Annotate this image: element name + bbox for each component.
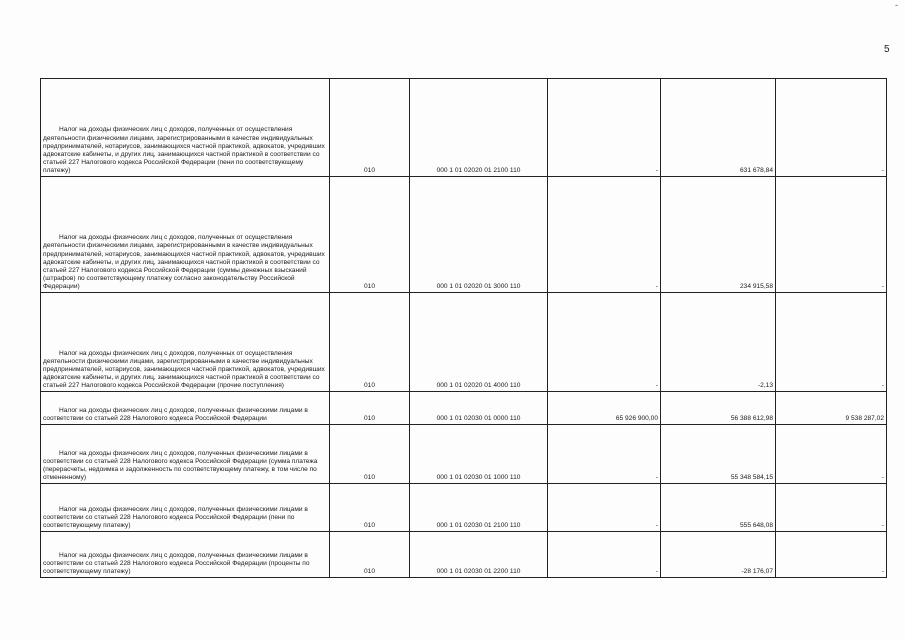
executed-cell: 55 348 584,15: [661, 425, 776, 484]
corner-mark: -: [895, 0, 898, 10]
income-report-table: [40, 78, 887, 578]
unexecuted-cell: -: [776, 293, 887, 392]
approved-cell: -: [548, 484, 661, 532]
executed-cell: 56 388 612,98: [661, 392, 776, 425]
row-description: Налог на доходы физических лиц с доходов, полученных физическими лицами в соответствии со статьей 228 Налогового кодекса Российской Федерации (сумма платежа (перерасчеты, недоимка и задолженность по соответствующему платежу, в том числе по отмененному): [41, 425, 330, 484]
approved-cell: -: [548, 177, 661, 293]
approved-cell: -: [548, 532, 661, 578]
executed-cell: 234 915,58: [661, 177, 776, 293]
table-row: [41, 425, 887, 484]
table-row: [41, 484, 887, 532]
approved-cell: 65 926 900,00: [548, 392, 661, 425]
unexecuted-cell: -: [776, 79, 887, 177]
kbk-code-cell: 000 1 01 02030 01 2200 110: [410, 532, 548, 578]
kbk-code-cell: 000 1 01 02030 01 2100 110: [410, 484, 548, 532]
executed-cell: -28 176,07: [661, 532, 776, 578]
unexecuted-cell: 9 538 287,02: [776, 392, 887, 425]
row-description: Налог на доходы физических лиц с доходов, полученных физическими лицами в соответствии со статьей 228 Налогового кодекса Российской Федерации (пени по соответствующему платежу): [41, 484, 330, 532]
page-number: 5: [884, 44, 890, 55]
row-description: Налог на доходы физических лиц с доходов, полученных физическими лицами в соответствии со статьей 228 Налогового кодекса Российской Федерации: [41, 392, 330, 425]
line-code-cell: 010: [330, 392, 410, 425]
executed-cell: 631 678,84: [661, 79, 776, 177]
kbk-code-cell: 000 1 01 02020 01 2100 110: [410, 79, 548, 177]
row-description: Налог на доходы физических лиц с доходов, полученных физическими лицами в соответствии со статьей 228 Налогового кодекса Российской Федерации (проценты по соответствующему платежу): [41, 532, 330, 578]
table-row: [41, 177, 887, 293]
unexecuted-cell: -: [776, 532, 887, 578]
line-code-cell: 010: [330, 484, 410, 532]
table-row: [41, 293, 887, 392]
row-description: Налог на доходы физических лиц с доходов, полученных от осуществления деятельности физическими лицами, зарегистрированными в качестве индивидуальных предпринимателей, нотариусов, занимающихся частной практикой, адвокатов, учредивших адвокатские кабинеты, и других лиц, занимающихся частной практикой в соответствии со статьей 227 Налогового кодекса Российской Федерации (пени по соответствующему платежу): [41, 79, 330, 177]
unexecuted-cell: -: [776, 425, 887, 484]
unexecuted-cell: -: [776, 484, 887, 532]
kbk-code-cell: 000 1 01 02030 01 0000 110: [410, 392, 548, 425]
approved-cell: -: [548, 293, 661, 392]
line-code-cell: 010: [330, 293, 410, 392]
approved-cell: -: [548, 79, 661, 177]
line-code-cell: 010: [330, 425, 410, 484]
executed-cell: -2,13: [661, 293, 776, 392]
kbk-code-cell: 000 1 01 02020 01 4000 110: [410, 293, 548, 392]
line-code-cell: 010: [330, 79, 410, 177]
executed-cell: 555 648,08: [661, 484, 776, 532]
row-description: Налог на доходы физических лиц с доходов, полученных от осуществления деятельности физическими лицами, зарегистрированными в качестве индивидуальных предпринимателей, нотариусов, занимающихся частной практикой, адвокатов, учредивших адвокатские кабинеты, и других лиц, занимающихся частной практикой в соответствии со статьей 227 Налогового кодекса Российской Федерации (прочие поступления): [41, 293, 330, 392]
row-description: Налог на доходы физических лиц с доходов, полученных от осуществления деятельности физическими лицами, зарегистрированными в качестве индивидуальных предпринимателей, нотариусов, занимающихся частной практикой, адвокатов, учредивших адвокатские кабинеты, и других лиц, занимающихся частной практикой в соответствии со статьей 227 Налогового кодекса Российской Федерации (суммы денежных взысканий (штрафов) по соответствующему платежу согласно законодательству Российской Федерации): [41, 177, 330, 293]
kbk-code-cell: 000 1 01 02020 01 3000 110: [410, 177, 548, 293]
line-code-cell: 010: [330, 177, 410, 293]
line-code-cell: 010: [330, 532, 410, 578]
table-row: [41, 79, 887, 177]
kbk-code-cell: 000 1 01 02030 01 1000 110: [410, 425, 548, 484]
table-row: [41, 392, 887, 425]
approved-cell: -: [548, 425, 661, 484]
unexecuted-cell: -: [776, 177, 887, 293]
table-row: [41, 532, 887, 578]
